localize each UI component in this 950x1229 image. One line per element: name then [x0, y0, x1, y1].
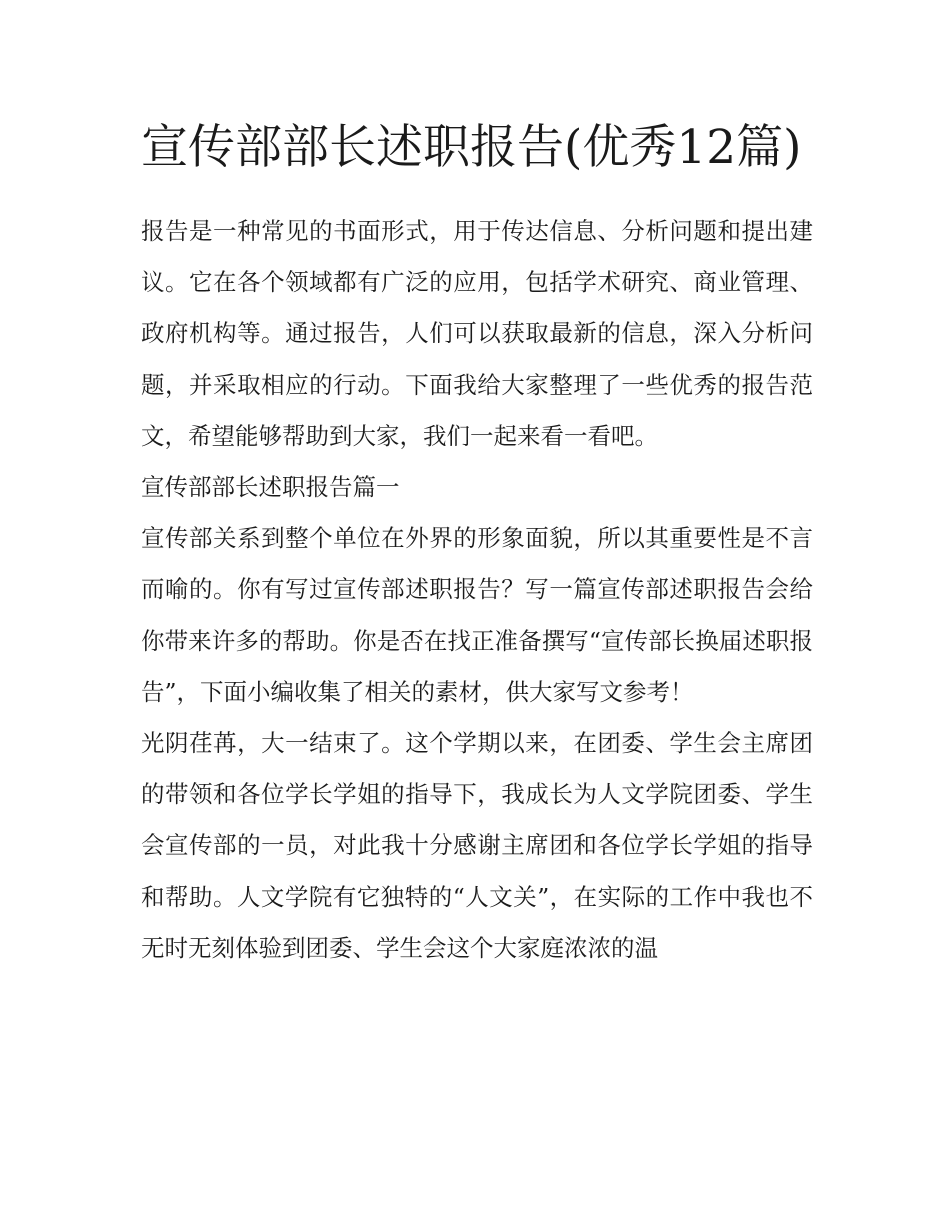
body-paragraph-1: 宣传部关系到整个单位在外界的形象面貌，所以其重要性是不言而喻的。你有写过宣传部述职报告？写一篇宣传部述职报告会给你带来许多的帮助。你是否在找正准备撰写“宣传部长换届述职报告”，下面小编收集了相关的素材，供大家写文参考！	[141, 524, 813, 706]
document-title: 宣传部部长述职报告(优秀12篇)	[141, 120, 802, 175]
document-page	[141, 112, 813, 974]
section-heading: 宣传部部长述职报告篇一	[141, 473, 400, 502]
intro-paragraph: 报告是一种常见的书面形式，用于传达信息、分析问题和提出建议。它在各个领域都有广泛的应用，包括学术研究、商业管理、政府机构等。通过报告，人们可以获取最新的信息，深入分析问题，并采取相应的行动。下面我给大家整理了一些优秀的报告范文，希望能够帮助到大家，我们一起来看一看吧。	[141, 217, 813, 450]
body-paragraph-2: 光阴荏苒，大一结束了。这个学期以来，在团委、学生会主席团的带领和各位学长学姐的指导下，我成长为人文学院团委、学生会宣传部的一员，对此我十分感谢主席团和各位学长学姐的指导和帮助。人文学院有它独特的“人文关”，在实际的工作中我也不无时无刻体验到团委、学生会这个大家庭浓浓的温	[141, 729, 813, 962]
